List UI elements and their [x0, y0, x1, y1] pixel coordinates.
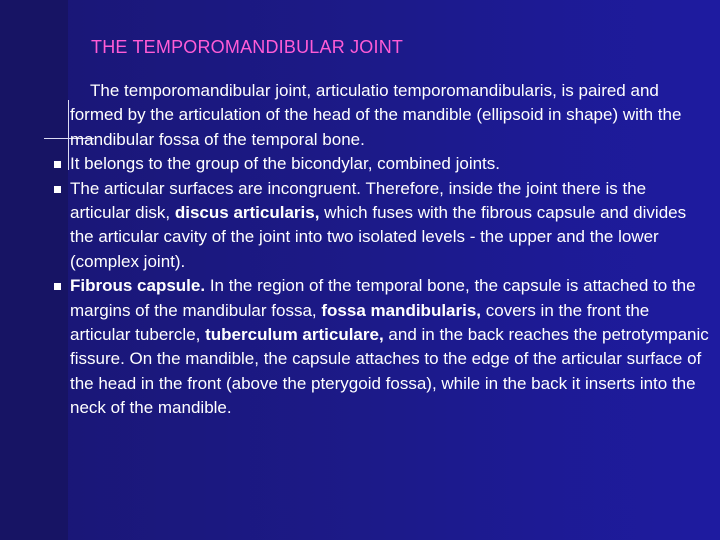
vertical-divider-line — [68, 100, 69, 170]
bullet-heading: Fibrous capsule. — [70, 276, 206, 296]
latin-term-tuberculum-articulare: tuberculum articulare, — [205, 325, 384, 345]
bullet-text-part: In the region of the temporal bone, the capsule is attached to the margins of the mandibular fossa, — [70, 276, 696, 320]
bullet-text-part: The articular surfaces are incongruent. Therefore, inside the joint there is the articular disk, — [70, 178, 647, 223]
latin-term-fossa-mandibularis: fossa mandibularis, — [321, 300, 482, 320]
bullet-square-icon — [54, 283, 61, 290]
slide-title: THE TEMPOROMANDIBULAR JOINT — [91, 37, 404, 57]
intro-paragraph: The temporomandibular joint, articulatio temporomandibularis, is paired and formed by the articulation of the head of the mandible (ellipsoid in shape) with the mandibular fossa of the temporal bone. — [70, 81, 682, 149]
bullet-item-joint-group — [70, 152, 710, 176]
left-accent-band — [0, 0, 68, 540]
bullet-item-fibrous-capsule — [70, 274, 710, 420]
bullet-item-articular-surfaces — [70, 177, 710, 275]
bullet-text-part: which fuses with the fibrous capsule and divides the articular cavity of the joint into two isolated levels - the upper and the lower (complex joint). — [70, 203, 687, 271]
bullet-text: It belongs to the group of the bicondylar, combined joints. — [70, 154, 500, 174]
bullet-text-part: and in the back reaches the petrotympanic fissure. On the mandible, the capsule attaches to the edge of the articular surface of the head in the front (above the pterygoid fossa), while in the back it inserts into the neck of the mandible. — [70, 325, 709, 418]
latin-term-discus-articularis: discus articularis, — [174, 203, 320, 223]
bullet-text-part: covers in the front the articular tubercle, — [70, 300, 650, 345]
bullet-square-icon — [54, 186, 61, 193]
slide-body — [70, 79, 710, 421]
bullet-square-icon — [54, 161, 61, 168]
